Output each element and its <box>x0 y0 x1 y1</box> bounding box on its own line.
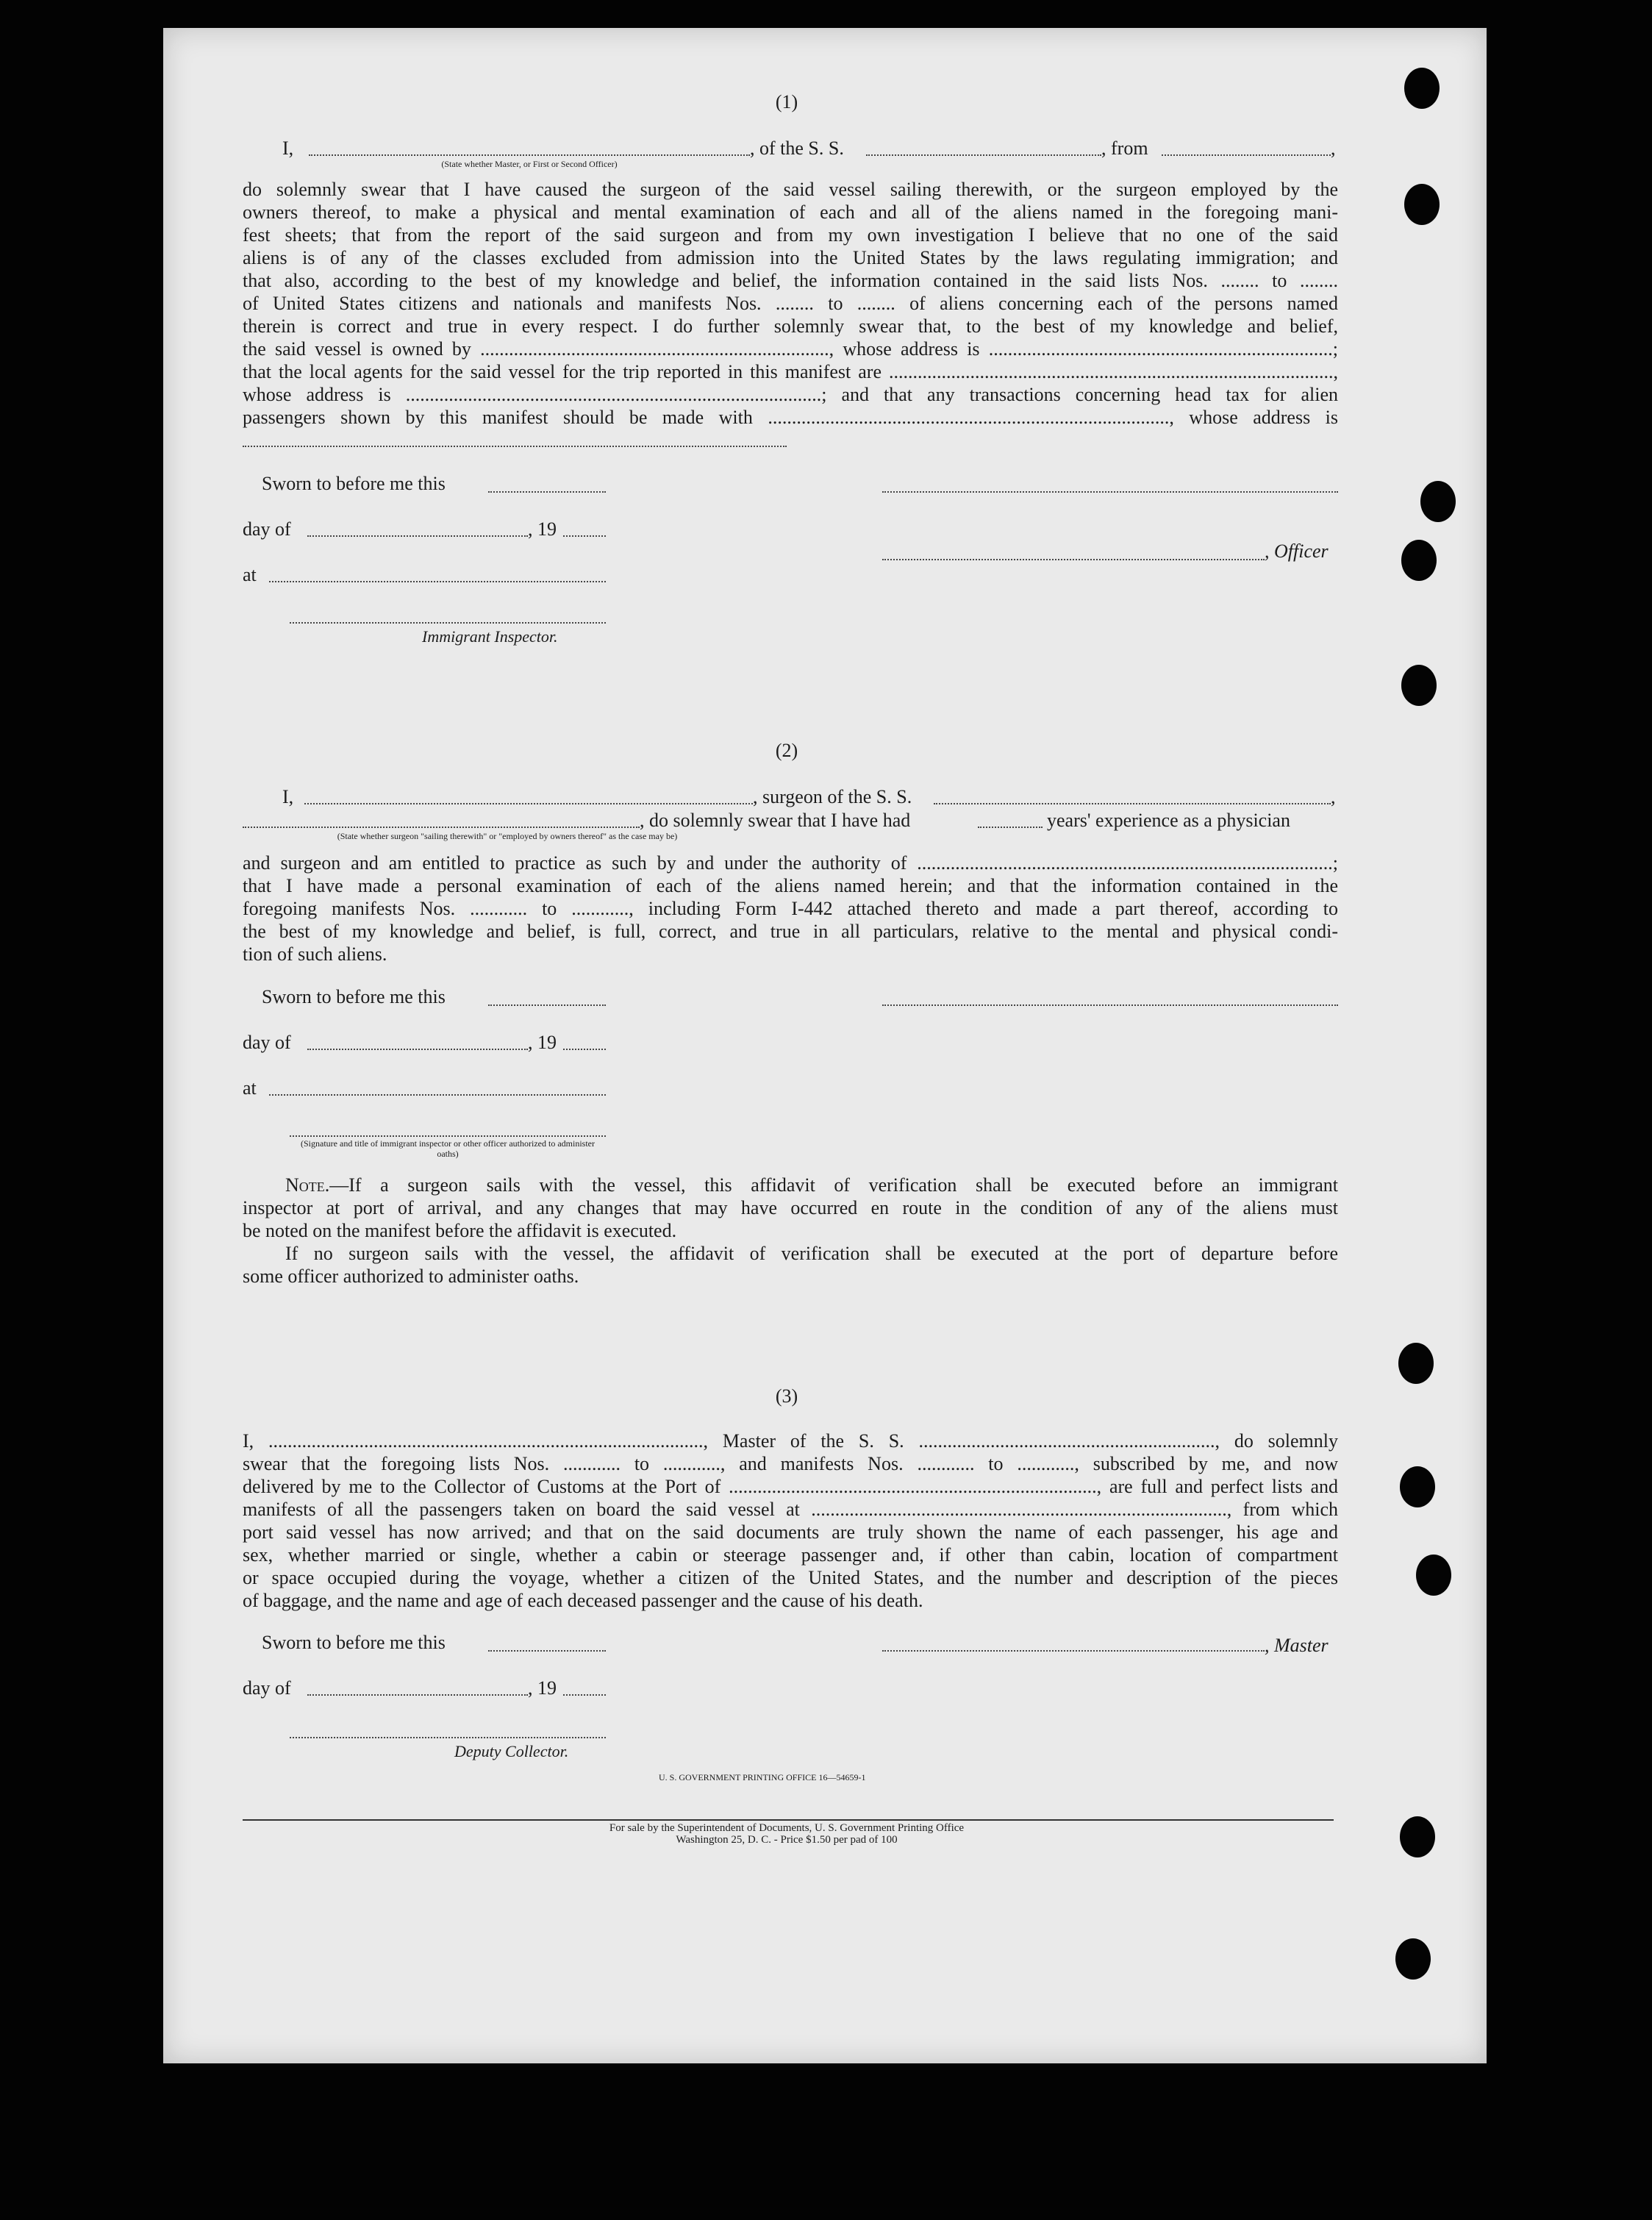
years-blank <box>978 827 1043 828</box>
section-1-number: (1) <box>775 91 798 113</box>
section-1-paragraph-line: of United States citizens and nationals and manifests Nos. ........ to ........ of aliens concerning each of the persons named <box>243 293 1338 314</box>
section-1-paragraph-line: whose address is .......................................................................................; and that any transactions concerning head tax for alien <box>243 384 1338 405</box>
section-2-i: I, <box>282 786 294 807</box>
section-2-years-experience: years' experience as a physician <box>1047 810 1290 831</box>
year-blank-1 <box>563 535 606 537</box>
day-blank-1 <box>307 535 528 537</box>
collector-signature-line <box>290 1737 606 1738</box>
punch-hole <box>1401 665 1437 706</box>
punch-hole <box>1404 184 1440 225</box>
punch-hole <box>1404 68 1440 109</box>
sworn-label-2: Sworn to before me this <box>262 986 446 1007</box>
punch-hole <box>1400 1816 1435 1857</box>
signature-line-1 <box>882 491 1338 493</box>
section-2-swear: , do solemnly swear that I have had <box>640 810 911 831</box>
section-2-paragraph-line: the best of my knowledge and belief, is full, correct, and true in all particulars, relative to the mental and physical condi- <box>243 921 1338 942</box>
surgeon-name-blank <box>304 803 753 804</box>
section-3-paragraph-line: delivered by me to the Collector of Customs at the Port of ............................................................................., are full and perfect lists and <box>243 1476 1338 1497</box>
section-2-paragraph-line: tion of such aliens. <box>243 943 387 965</box>
punch-hole <box>1401 540 1437 581</box>
sworn-blank-3 <box>488 1650 606 1652</box>
punch-hole <box>1395 1938 1431 1980</box>
master-label: , Master <box>1265 1635 1329 1656</box>
section-1-paragraph-line: owners thereof, to make a physical and mental examination of each and all of the aliens named in the foregoing mani- <box>243 201 1338 223</box>
agent-address-blank <box>243 446 787 447</box>
section-2-paragraph-line: foregoing manifests Nos. ............ to ............, including Form I-442 attached thereto and made a part thereof, according to <box>243 898 1338 919</box>
day-of-label-1: day of <box>243 518 291 540</box>
year-label-1: , 19 <box>528 518 557 540</box>
section-3-number: (3) <box>775 1385 798 1407</box>
sworn-label-1: Sworn to before me this <box>262 473 446 494</box>
section-1-line-end: , <box>1331 138 1336 159</box>
port-from-blank <box>1162 154 1331 156</box>
sale-notice-line-2: Washington 25, D. C. - Price $1.50 per pad of 100 <box>676 1834 898 1846</box>
authorized-officer-note: (Signature and title of immigrant inspector or other officer authorized to administer oaths) <box>301 1138 595 1159</box>
note-line: some officer authorized to administer oaths. <box>243 1266 579 1287</box>
note-label: Note. <box>285 1174 330 1196</box>
sworn-blank-1 <box>488 491 606 493</box>
surgeon-signature-line <box>882 1004 1338 1006</box>
surgeon-type-blank <box>243 827 640 828</box>
section-3-paragraph-line: port said vessel has now arrived; and that on the said documents are truly shown the name of each passenger, his age and <box>243 1521 1338 1543</box>
master-signature-line <box>882 1650 1265 1652</box>
section-1-i: I, <box>282 138 294 159</box>
section-3-paragraph-line: or space occupied during the voyage, whether a citizen of the United States, and the number and description of the pieces <box>243 1567 1338 1588</box>
at-label-1: at <box>243 564 257 585</box>
section-1-paragraph-line: fest sheets; that from the report of the said surgeon and from my own investigation I believe that no one of the said <box>243 224 1338 246</box>
section-1-paragraph-line: passengers shown by this manifest should be made with ...................................................................................., whose address is <box>243 407 1338 428</box>
section-3-paragraph-line: I, ..........................................................................................., Master of the S. S. .............................................................., do solemnly <box>243 1430 1338 1452</box>
punch-hole <box>1420 481 1456 522</box>
section-1-paragraph-line: that the local agents for the said vessel for the trip reported in this manifest are ............................................................................................., <box>243 361 1338 382</box>
section-1-of-ss: , of the S. S. <box>750 138 844 159</box>
section-1-paragraph-line: aliens is of any of the classes excluded from admission into the United States by the laws regulating immigration; and <box>243 247 1338 268</box>
section-2-line-end: , <box>1331 786 1336 807</box>
at-label-2: at <box>243 1077 257 1099</box>
surgeon-vessel-blank <box>934 803 1331 804</box>
rank-blank <box>309 154 750 156</box>
note-line: be noted on the manifest before the affidavit is executed. <box>243 1220 677 1241</box>
year-label-2: , 19 <box>528 1032 557 1053</box>
year-blank-2 <box>563 1049 606 1050</box>
punch-hole <box>1416 1555 1451 1596</box>
immigrant-inspector-title: Immigrant Inspector. <box>422 627 558 646</box>
deputy-collector-title: Deputy Collector. <box>454 1742 569 1760</box>
note-line <box>285 1174 1338 1196</box>
officer-signature-line <box>882 559 1265 560</box>
section-2-number: (2) <box>775 740 798 761</box>
vessel-name-blank <box>866 154 1101 156</box>
sworn-label-3: Sworn to before me this <box>262 1632 446 1653</box>
day-blank-3 <box>307 1694 528 1696</box>
section-2-surgeon-of: , surgeon of the S. S. <box>753 786 912 807</box>
at-blank-2 <box>269 1094 606 1096</box>
section-1-from: , from <box>1101 138 1148 159</box>
inspector-signature-line <box>290 622 606 624</box>
note-line: inspector at port of arrival, and any changes that may have occurred en route in the condition of any of the aliens must <box>243 1197 1338 1218</box>
section-1-paragraph-line: the said vessel is owned by ........................................................................., whose address is ........................................................................; <box>243 338 1338 360</box>
section-2-paragraph-line: and surgeon and am entitled to practice as such by and under the authority of .......................................................................................; <box>243 852 1338 874</box>
section-3-paragraph-line: sex, whether married or single, whether a cabin or steerage passenger and, if other than cabin, location of compartment <box>243 1544 1338 1566</box>
section-3-paragraph-line: of baggage, and the name and age of each deceased passenger and the cause of his death. <box>243 1590 923 1611</box>
note-line: If no surgeon sails with the vessel, the affidavit of verification shall be executed at the port of departure before <box>285 1243 1338 1264</box>
section-1-paragraph-line: do solemnly swear that I have caused the surgeon of the said vessel sailing therewith, or the surgeon employed by the <box>243 179 1338 200</box>
section-3-paragraph-line: manifests of all the passengers taken on board the said vessel at ......................................................................................., from which <box>243 1499 1338 1520</box>
surgeon-type-note: (State whether surgeon "sailing therewith" or "employed by owners thereof" as the case may be) <box>337 831 678 841</box>
year-blank-3 <box>563 1694 606 1696</box>
at-blank-1 <box>269 581 606 582</box>
year-label-3: , 19 <box>528 1677 557 1699</box>
sworn-blank-2 <box>488 1004 606 1006</box>
day-of-label-3: day of <box>243 1677 291 1699</box>
section-3-paragraph-line: swear that the foregoing lists Nos. ............ to ............, and manifests Nos. ............ to ............, subscribed by me, and now <box>243 1453 1338 1474</box>
officer-label: , Officer <box>1265 540 1329 562</box>
rank-note: (State whether Master, or First or Second Officer) <box>441 159 618 169</box>
punch-hole <box>1398 1343 1434 1384</box>
footer-rule <box>243 1819 1334 1821</box>
section-1-paragraph-line: therein is correct and true in every respect. I do further solemnly swear that, to the best of my knowledge and belief, <box>243 315 1338 337</box>
authorized-officer-signature-line <box>290 1135 606 1137</box>
section-2-paragraph-line: that I have made a personal examination of each of the aliens named herein; and that the information contained in the <box>243 875 1338 896</box>
section-1-paragraph-line: that also, according to the best of my knowledge and belief, the information contained in the said lists Nos. ........ to ........ <box>243 270 1338 291</box>
printing-office-code: U. S. GOVERNMENT PRINTING OFFICE 16—54659-1 <box>659 1772 866 1782</box>
day-of-label-2: day of <box>243 1032 291 1053</box>
day-blank-2 <box>307 1049 528 1050</box>
note-text: —If a surgeon sails with the vessel, this affidavit of verification shall be executed before an immigrant <box>329 1174 1338 1196</box>
punch-hole <box>1400 1466 1435 1507</box>
sale-notice-line-1: For sale by the Superintendent of Documents, U. S. Government Printing Office <box>609 1822 965 1834</box>
